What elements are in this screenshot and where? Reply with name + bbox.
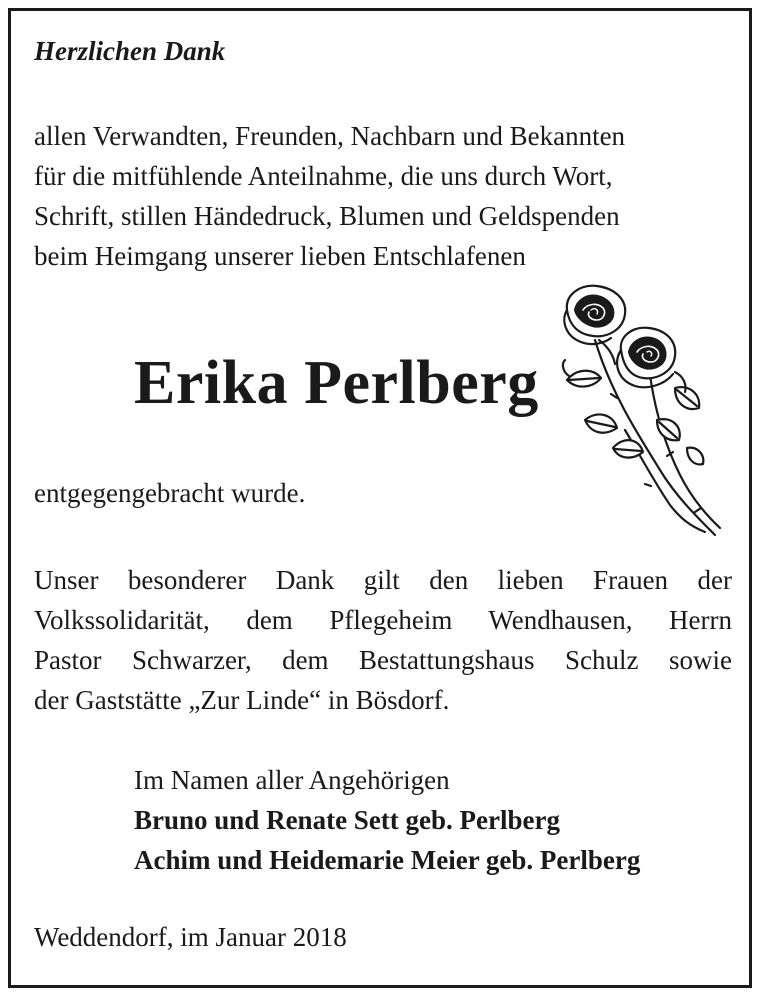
received-line: entgegengebracht wurde. <box>34 478 306 508</box>
intro-text <box>34 116 734 276</box>
signature-block <box>134 760 640 880</box>
thanks-line: Unser besonderer Dank gilt den lieben Frauen der <box>34 565 732 595</box>
thanks-line: Volkssolidarität, dem Pflegeheim Wendhausen, Herrn <box>34 605 732 635</box>
family-name-1: Bruno und Renate Sett geb. Perlberg <box>134 805 560 835</box>
roses-icon <box>555 280 730 542</box>
family-name-2: Achim und Heidemarie Meier geb. Perlberg <box>134 845 641 875</box>
intro-line: für die mitfühlende Anteilnahme, die uns durch Wort, <box>34 161 613 191</box>
intro-line: allen Verwandten, Freunden, Nachbarn und Bekannten <box>34 121 626 151</box>
deceased-name: Erika Perlberg <box>134 349 539 417</box>
special-thanks-text <box>34 560 732 720</box>
on-behalf-line: Im Namen aller Angehörigen <box>134 765 450 795</box>
notice-heading: Herzlichen Dank <box>34 36 226 66</box>
intro-line: beim Heimgang unserer lieben Entschlafenen <box>34 241 526 271</box>
place-date: Weddendorf, im Januar 2018 <box>34 922 347 952</box>
thanks-line: Pastor Schwarzer, dem Bestattungshaus Schulz sowie <box>34 645 732 675</box>
thanks-line: der Gaststätte „Zur Linde“ in Bösdorf. <box>34 685 450 715</box>
intro-line: Schrift, stillen Händedruck, Blumen und Geldspenden <box>34 201 620 231</box>
